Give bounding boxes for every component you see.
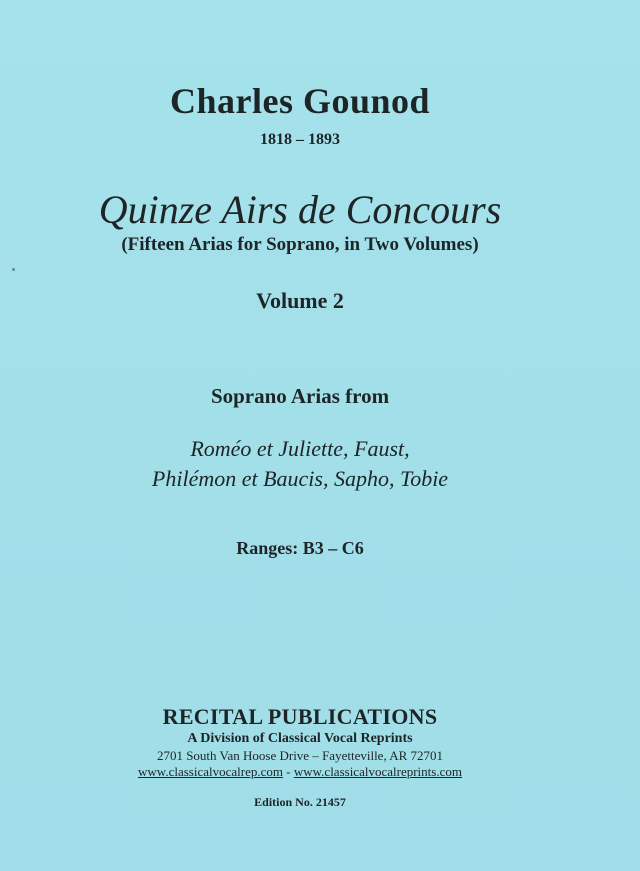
paper-speck	[12, 268, 15, 271]
composer-name: Charles Gounod	[169, 81, 431, 121]
volume-number: Volume 2	[256, 288, 344, 313]
operas-list-line-2: Philémon et Baucis, Sapho, Tobie	[151, 466, 449, 491]
work-title: Quinze Airs de Concours	[98, 187, 502, 232]
work-subtitle: (Fifteen Arias for Soprano, in Two Volumes)	[121, 234, 479, 255]
edition-number: Edition No. 21457	[254, 795, 346, 809]
publisher-division: A Division of Classical Vocal Reprints	[187, 731, 413, 746]
website-link-classicalvocalrep[interactable]: www.classicalvocalrep.com	[138, 764, 284, 779]
publisher-address: 2701 South Van Hoose Drive – Fayetteville, AR 72701	[156, 748, 444, 763]
vocal-ranges: Ranges: B3 – C6	[236, 538, 364, 558]
arias-from-heading: Soprano Arias from	[210, 384, 390, 408]
operas-list-line-1: Roméo et Juliette, Faust,	[190, 436, 410, 461]
composer-dates: 1818 – 1893	[260, 131, 340, 148]
website-link-classicalvocalreprints[interactable]: www.classicalvocalreprints.com	[293, 764, 462, 779]
publisher-websites	[0, 764, 600, 780]
publisher-name: RECITAL PUBLICATIONS	[162, 704, 438, 729]
website-separator: -	[283, 764, 294, 779]
